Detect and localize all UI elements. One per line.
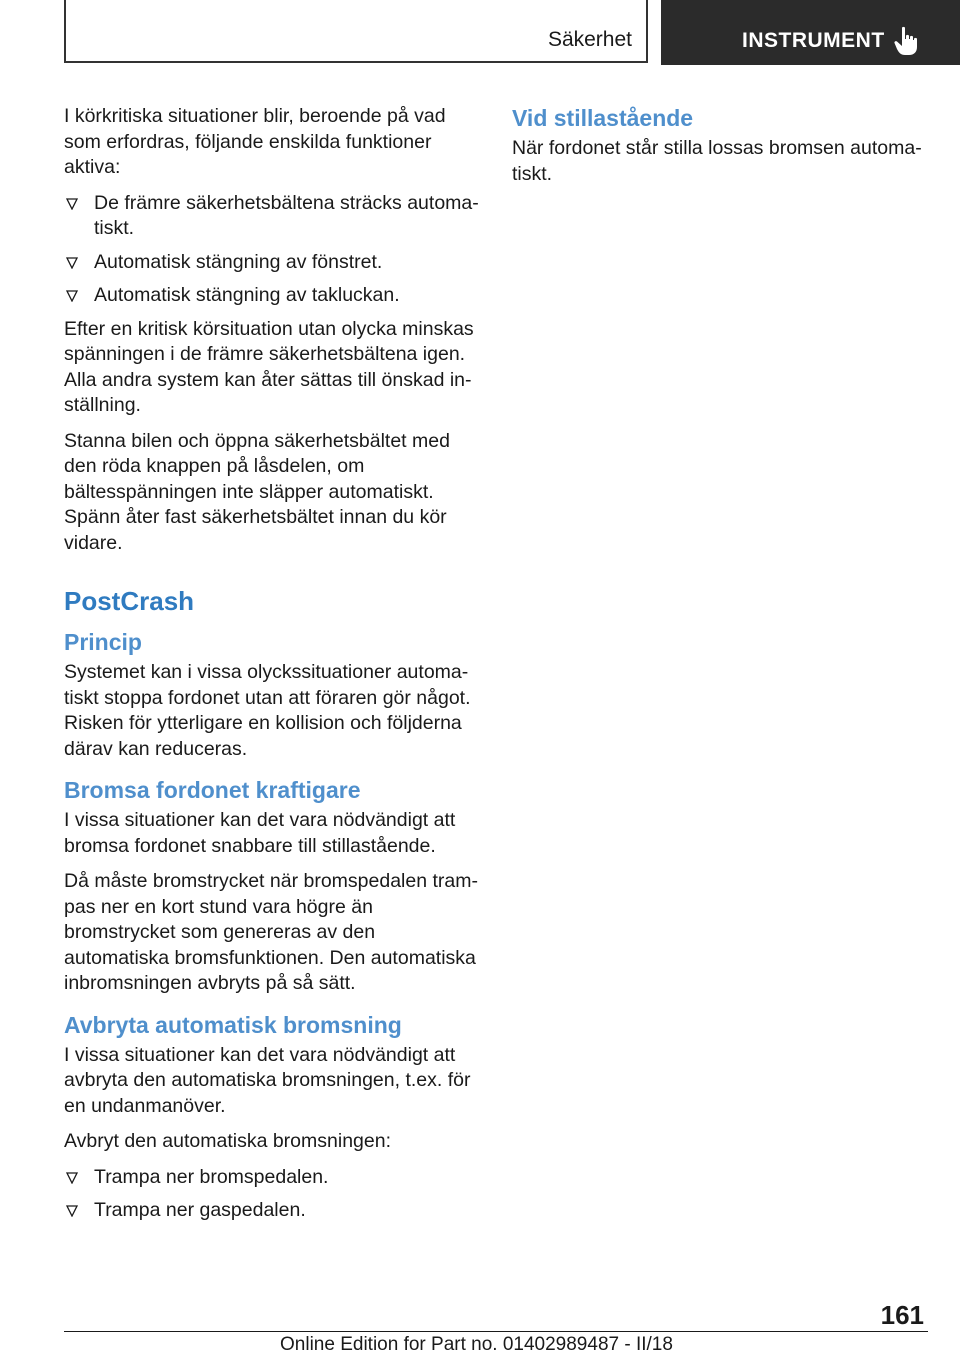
stop-paragraph: Stanna bilen och öppna säkerhetsbältet med den röda knappen på låsdelen, om bältesspänningen inte släpper automatiskt. Spänn åter fast säkerhetsbältet innan du kör vidare. — [64, 429, 450, 554]
list-item — [64, 1198, 484, 1224]
list-item-text: Trampa ner bromspedalen. — [94, 1165, 329, 1188]
avbryta-heading: Avbryta automatisk bromsning — [64, 1011, 402, 1038]
intro-paragraph: I körkritiska situationer blir, beroende på vad som erfordras, följande enskilda funktioner aktiva: — [64, 105, 446, 178]
princip-heading: Princip — [64, 629, 142, 655]
list-item — [64, 250, 484, 276]
edition-text: Online Edition for Part no. 01402989487 - II/18 — [280, 1334, 673, 1355]
list-item-text: Trampa ner gaspedalen. — [94, 1199, 306, 1221]
footer-divider — [64, 1331, 928, 1332]
bromsa-paragraph-2: Då måste bromstrycket när bromspedalen trampas ner en kort stund vara högre än bromstrycket som genereras av den automatiska bromsfunktionen. Den automatiska inbromsningen avbryts på så sätt. — [64, 870, 478, 994]
list-item-text: De främre säkerhetsbältena sträcks automatiskt. — [94, 191, 479, 239]
list-item-text: Automatisk stängning av takluckan. — [94, 284, 400, 306]
triangle-bullet-icon — [66, 1172, 78, 1184]
stillastaende-paragraph: När fordonet står stilla lossas bromsen automatiskt. — [512, 137, 922, 185]
triangle-bullet-icon — [66, 290, 78, 302]
left-column — [64, 104, 484, 1232]
right-column — [512, 104, 922, 197]
triangle-bullet-icon — [66, 198, 78, 210]
header-chapter-tab — [661, 0, 960, 65]
page-number: 161 — [880, 1300, 924, 1330]
postcrash-heading: PostCrash — [64, 586, 195, 616]
list-item — [64, 1165, 484, 1191]
triangle-bullet-icon — [66, 1205, 78, 1217]
princip-paragraph: Systemet kan i vissa olyckssituationer automatiskt stoppa fordonet utan att föraren gör något. Risken för ytterligare en kollision och följderna därav kan reduceras. — [64, 661, 471, 760]
header-section-box — [64, 0, 648, 63]
triangle-bullet-icon — [66, 257, 78, 269]
chapter-title: INSTRUMENT — [742, 29, 885, 52]
list-item — [64, 191, 484, 242]
avbryta-paragraph-1: I vissa situationer kan det vara nödvändigt att avbryta den automatiska bromsningen, t.ex. för en undanmanöver. — [64, 1043, 471, 1117]
section-title: Säkerhet — [547, 28, 632, 51]
bromsa-heading: Bromsa fordonet kraftigare — [64, 777, 361, 803]
list-item-text: Automatisk stängning av fönstret. — [94, 250, 383, 273]
active-functions-list — [64, 191, 484, 309]
list-item — [64, 283, 484, 309]
hand-pointer-icon — [894, 26, 920, 56]
cancel-actions-list — [64, 1165, 484, 1224]
avbryta-paragraph-2: Avbryt den automatiska bromsningen: — [64, 1130, 391, 1152]
tension-paragraph: Efter en kritisk körsituation utan olycka minskas spänningen i de främre säkerhetsbältena igen. Alla andra system kan åter sättas till önskad inställning. — [64, 317, 474, 416]
stillastaende-heading: Vid stillastående — [512, 105, 694, 131]
bromsa-paragraph-1: I vissa situationer kan det vara nödvändigt att bromsa fordonet snabbare till stillastående. — [64, 809, 456, 857]
